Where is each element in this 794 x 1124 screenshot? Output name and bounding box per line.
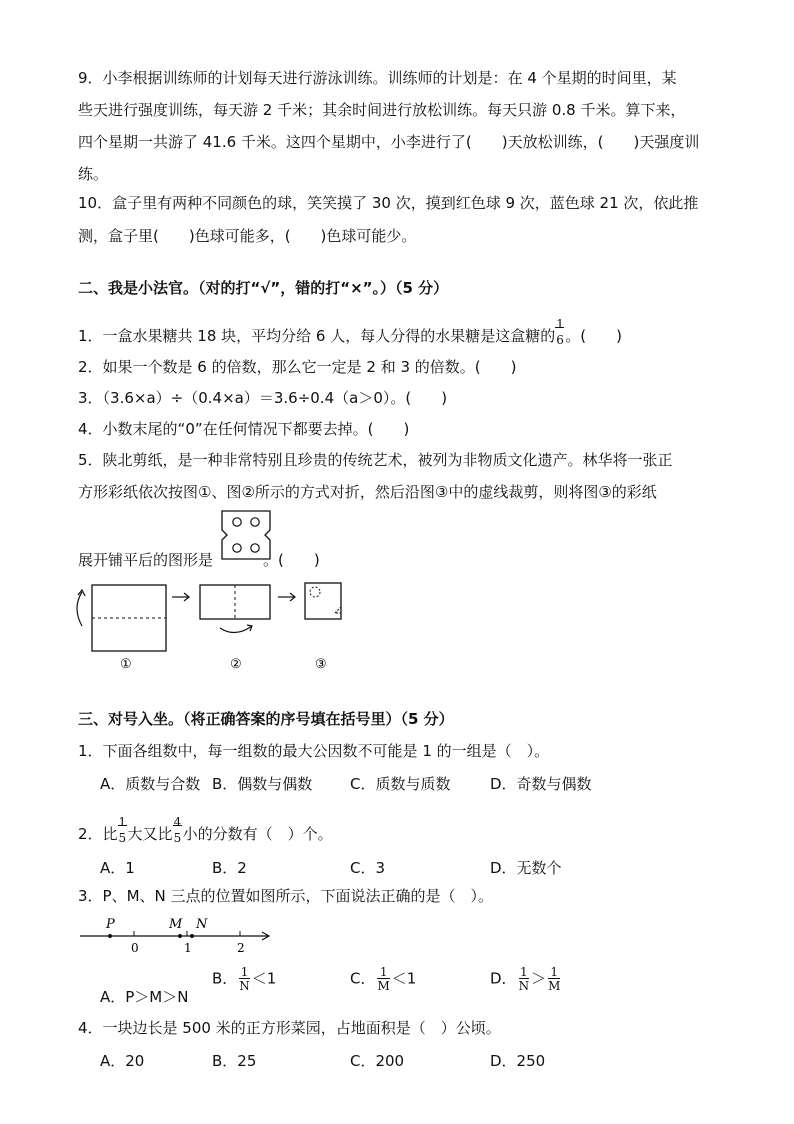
fig-label-2: ②	[230, 657, 242, 672]
s3-q1-option-d: D．奇数与偶数	[490, 775, 592, 793]
s3-q4-option-b: B．25	[212, 1052, 257, 1070]
fold-step-1	[77, 585, 166, 651]
q9-line-4: 练。	[78, 165, 109, 183]
fraction-1-n: $\frac{1}{N}$	[239, 965, 250, 993]
s3-q2-option-a: A．1	[100, 859, 135, 877]
s3-q4-option-a: A．20	[100, 1052, 145, 1070]
s3-q4-option-d: D．250	[490, 1052, 546, 1070]
point-n-label: N	[196, 917, 208, 932]
s3-q3-option-a: A．P＞M＞N	[100, 988, 189, 1006]
s2-q1-bracket: 。( )	[565, 327, 622, 345]
fraction-1-n: $\frac{1}{N}$	[518, 965, 530, 993]
s3-q2-option-c: C．3	[350, 859, 386, 877]
s3-q1: 1．下面各组数中，每一组数的最大公因数不可能是 1 的一组是（ ）。	[78, 742, 550, 760]
s2-q3: 3．（3.6×a）÷（0.4×a）＝3.6÷0.4（a＞0）。( )	[78, 389, 448, 407]
s2-q5-line-2: 方形彩纸依次按图①、图②所示的方式对折，然后沿图③中的虚线裁剪，则将图③的彩纸	[78, 483, 657, 501]
s2-q1-text: 1．一盒水果糖共 18 块，平均分给 6 人，每人分得的水果糖是这盒糖的	[78, 327, 556, 345]
s2-q4: 4．小数末尾的“0”在任何情况下都要去掉。( )	[78, 420, 410, 438]
arrow-icon	[278, 593, 295, 601]
s2-q5-line-1: 5．陕北剪纸，是一种非常特别且珍贵的传统艺术，被列为非物质文化遗产。林华将一张正	[78, 451, 673, 469]
fraction-1-m: $\frac{1}{M}$	[548, 965, 561, 993]
tick-label-2: 2	[237, 941, 245, 955]
fraction-1-6: $\frac{1}{6}$	[556, 317, 564, 347]
fold-step-2	[200, 585, 270, 633]
point-m-label: M	[169, 917, 183, 932]
s2-q5-line-3: 展开铺平后的图形是 。( )	[78, 551, 320, 569]
q9-line-2: 些天进行强度训练，每天游 2 千米；其余时间进行放松训练。每天只游 0.8 千米。算下来，	[78, 101, 686, 119]
s3-q1-option-c: C．质数与质数	[350, 775, 451, 793]
q9-line-1: 9．小李根据训练师的计划每天进行游泳训练。训练师的计划是：在 4 个星期的时间里，某	[78, 69, 677, 87]
fig-label-1: ①	[120, 657, 132, 672]
s3-q2-option-b: B．2	[212, 859, 247, 877]
fraction-4-5: $\frac{4}{5}$	[173, 815, 182, 845]
s3-q4: 4．一块边长是 500 米的正方形菜园，占地面积是（ ）公顷。	[78, 1019, 501, 1037]
fold-step-3	[305, 583, 341, 619]
section-3-title: 三、对号入坐。（将正确答案的序号填在括号里）（5 分）	[78, 710, 454, 728]
q9-line-3: 四个星期一共游了 41.6 千米。这四个星期中，小李进行了( )天放松训练，( )天强度训	[78, 133, 700, 151]
fig-label-3: ③	[315, 657, 327, 672]
arrow-icon	[172, 593, 189, 601]
s3-q3-option-c: C． $\frac{1}{M}$ ＜1	[350, 965, 417, 993]
s3-q2: 2．比 $\frac{1}{5}$ 大又比 $\frac{4}{5}$ 小的分数有（ ）个。	[78, 815, 333, 845]
fraction-1-m: $\frac{1}{M}$	[377, 965, 390, 993]
tick-label-0: 0	[131, 941, 139, 955]
s3-q1-option-b: B．偶数与偶数	[212, 775, 313, 793]
unfolded-paper-figure	[221, 510, 273, 562]
number-line	[76, 912, 276, 956]
tick-label-1: 1	[184, 941, 192, 955]
section-2-title: 二、我是小法官。（对的打“√”，错的打“×”。）（5 分）	[78, 279, 449, 297]
q10-line-2: 测，盒子里( )色球可能多，( )色球可能少。	[78, 227, 417, 245]
s2-q1	[78, 317, 622, 347]
s3-q2-option-d: D．无数个	[490, 859, 562, 877]
q10-line-1: 10．盒子里有两种不同颜色的球，笑笑摸了 30 次，摸到红色球 9 次，蓝色球 21 次，依此推	[78, 194, 699, 212]
s3-q3-option-d: D． $\frac{1}{N}$ ＞ $\frac{1}{M}$	[490, 965, 561, 993]
s3-q1-option-a: A．质数与合数	[100, 775, 201, 793]
s3-q4-option-c: C．200	[350, 1052, 405, 1070]
folding-figure	[70, 578, 360, 678]
fraction-1-5: $\frac{1}{5}$	[118, 815, 127, 845]
point-p-label: P	[106, 917, 115, 932]
s2-q2: 2．如果一个数是 6 的倍数，那么它一定是 2 和 3 的倍数。( )	[78, 358, 517, 376]
s3-q3-option-b: B． $\frac{1}{N}$ ＜1	[212, 965, 277, 993]
s3-q3: 3．P、M、N 三点的位置如图所示，下面说法正确的是（ ）。	[78, 887, 494, 905]
